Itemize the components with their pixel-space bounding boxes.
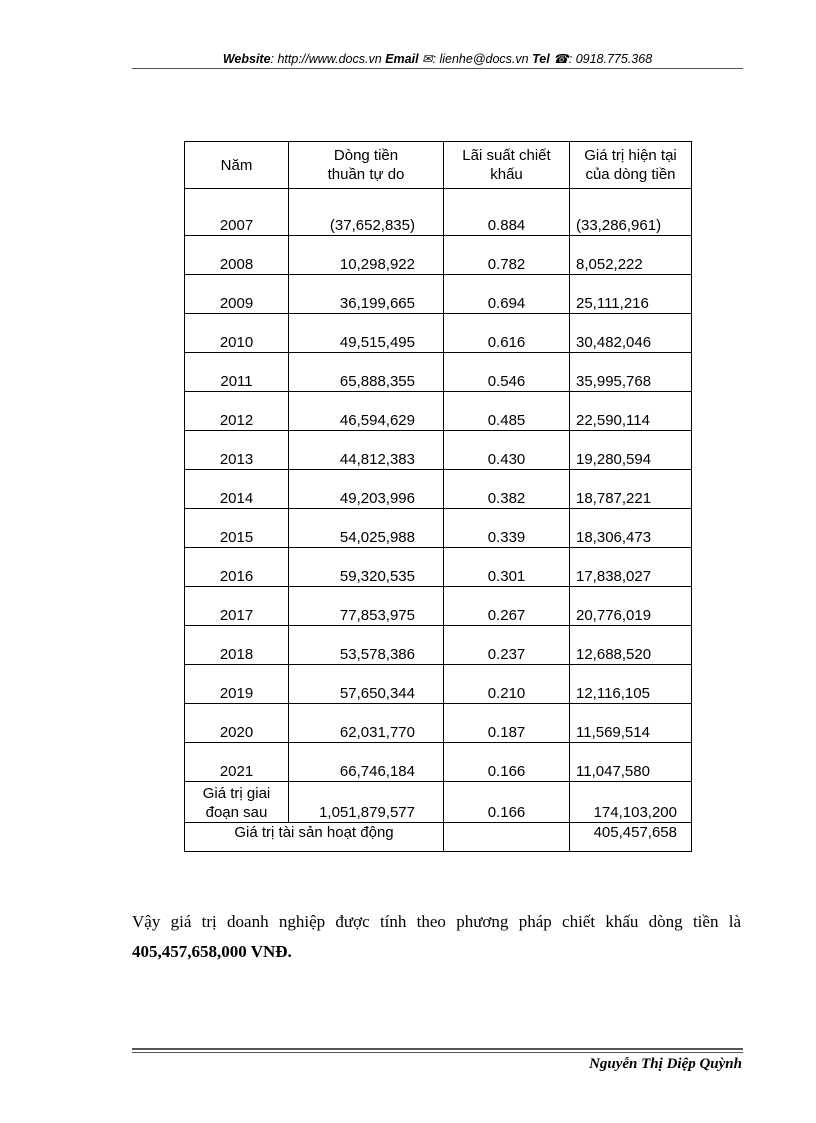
cash-flow-cell: 59,320,535: [289, 548, 444, 587]
year-cell: 2013: [185, 431, 289, 470]
terminal-cash-flow: 1,051,879,577: [289, 782, 444, 823]
table-row: [185, 431, 692, 470]
table-row: [185, 509, 692, 548]
cash-flow-cell: 57,650,344: [289, 665, 444, 704]
cash-flow-cell: 54,025,988: [289, 509, 444, 548]
table-row: [185, 704, 692, 743]
conclusion-value: 405,457,658,000 VNĐ.: [132, 942, 292, 961]
table-row: [185, 665, 692, 704]
discount-rate-cell: 0.237: [444, 626, 570, 665]
table-row: [185, 548, 692, 587]
discount-rate-cell: 0.301: [444, 548, 570, 587]
table-row: [185, 587, 692, 626]
cash-flow-cell: 36,199,665: [289, 275, 444, 314]
discount-rate-cell: 0.210: [444, 665, 570, 704]
discount-rate-cell: 0.782: [444, 236, 570, 275]
cash-flow-cell: 46,594,629: [289, 392, 444, 431]
discount-rate-cell: 0.267: [444, 587, 570, 626]
total-empty-cell: [444, 823, 570, 852]
website-value[interactable]: : http://www.docs.vn: [270, 52, 382, 66]
year-cell: 2020: [185, 704, 289, 743]
envelope-icon: ✉: [422, 52, 433, 66]
header-cash-flow: Dòng tiền thuần tự do: [289, 142, 444, 189]
header-discount-rate: Lãi suất chiết khấu: [444, 142, 570, 189]
year-cell: 2007: [185, 189, 289, 236]
year-cell: 2015: [185, 509, 289, 548]
cash-flow-cell: 66,746,184: [289, 743, 444, 782]
cash-flow-cell: 77,853,975: [289, 587, 444, 626]
cash-flow-cell: 44,812,383: [289, 431, 444, 470]
present-value-cell: 11,569,514: [570, 704, 692, 743]
phone-icon: ☎: [553, 52, 569, 66]
present-value-cell: 11,047,580: [570, 743, 692, 782]
present-value-cell: 18,306,473: [570, 509, 692, 548]
cash-flow-cell: 62,031,770: [289, 704, 444, 743]
table-row: [185, 275, 692, 314]
year-cell: 2018: [185, 626, 289, 665]
tel-label: Tel: [532, 52, 550, 66]
year-cell: 2016: [185, 548, 289, 587]
discount-rate-cell: 0.187: [444, 704, 570, 743]
table-header-row: [185, 142, 692, 189]
present-value-cell: 18,787,221: [570, 470, 692, 509]
present-value-cell: 12,116,105: [570, 665, 692, 704]
present-value-cell: 30,482,046: [570, 314, 692, 353]
cash-flow-cell: 49,515,495: [289, 314, 444, 353]
discount-rate-cell: 0.166: [444, 743, 570, 782]
present-value-cell: 12,688,520: [570, 626, 692, 665]
website-label: Website: [222, 52, 271, 66]
present-value-cell: 35,995,768: [570, 353, 692, 392]
header-year: Năm: [185, 142, 289, 189]
present-value-cell: 17,838,027: [570, 548, 692, 587]
year-cell: 2017: [185, 587, 289, 626]
discount-rate-cell: 0.382: [444, 470, 570, 509]
cash-flow-cell: (37,652,835): [289, 189, 444, 236]
footer-author: Nguyễn Thị Diệp Quỳnh: [589, 1056, 742, 1072]
tel-value: : 0918.775.368: [568, 52, 653, 66]
cash-flow-cell: 10,298,922: [289, 236, 444, 275]
table-row: [185, 743, 692, 782]
discount-rate-cell: 0.694: [444, 275, 570, 314]
footer-divider: [132, 1048, 743, 1050]
table-row: [185, 470, 692, 509]
email-value[interactable]: : lienhe@docs.vn: [432, 52, 529, 66]
present-value-cell: 20,776,019: [570, 587, 692, 626]
table-row: [185, 392, 692, 431]
total-pv: 405,457,658: [570, 823, 692, 852]
discount-rate-cell: 0.616: [444, 314, 570, 353]
header-divider: [132, 68, 743, 69]
terminal-label: Giá trị giai đoạn sau: [185, 782, 289, 823]
cash-flow-cell: 65,888,355: [289, 353, 444, 392]
cash-flow-cell: 49,203,996: [289, 470, 444, 509]
year-cell: 2014: [185, 470, 289, 509]
year-cell: 2012: [185, 392, 289, 431]
email-label: Email: [385, 52, 419, 66]
discount-rate-cell: 0.546: [444, 353, 570, 392]
conclusion-paragraph: [132, 907, 741, 967]
present-value-cell: 19,280,594: [570, 431, 692, 470]
header-present-value: Giá trị hiện tại của dòng tiền: [570, 142, 692, 189]
present-value-cell: (33,286,961): [570, 189, 692, 236]
year-cell: 2021: [185, 743, 289, 782]
discount-rate-cell: 0.430: [444, 431, 570, 470]
year-cell: 2011: [185, 353, 289, 392]
table-row: [185, 353, 692, 392]
year-cell: 2019: [185, 665, 289, 704]
terminal-pv: 174,103,200: [570, 782, 692, 823]
table-row: [185, 626, 692, 665]
present-value-cell: 8,052,222: [570, 236, 692, 275]
year-cell: 2008: [185, 236, 289, 275]
discount-rate-cell: 0.884: [444, 189, 570, 236]
page-header: [132, 50, 743, 68]
conclusion-text: Vậy giá trị doanh nghiệp được tính theo phương pháp chiết khấu dòng tiền là: [132, 912, 741, 931]
present-value-cell: 25,111,216: [570, 275, 692, 314]
year-cell: 2010: [185, 314, 289, 353]
table-row: [185, 189, 692, 236]
dcf-table: [184, 141, 692, 852]
terminal-rate: 0.166: [444, 782, 570, 823]
discount-rate-cell: 0.339: [444, 509, 570, 548]
year-cell: 2009: [185, 275, 289, 314]
discount-rate-cell: 0.485: [444, 392, 570, 431]
terminal-value-row: [185, 782, 692, 823]
table-row: [185, 236, 692, 275]
present-value-cell: 22,590,114: [570, 392, 692, 431]
total-row: [185, 823, 692, 852]
table-row: [185, 314, 692, 353]
total-label: Giá trị tài sản hoạt động: [185, 823, 444, 852]
cash-flow-cell: 53,578,386: [289, 626, 444, 665]
